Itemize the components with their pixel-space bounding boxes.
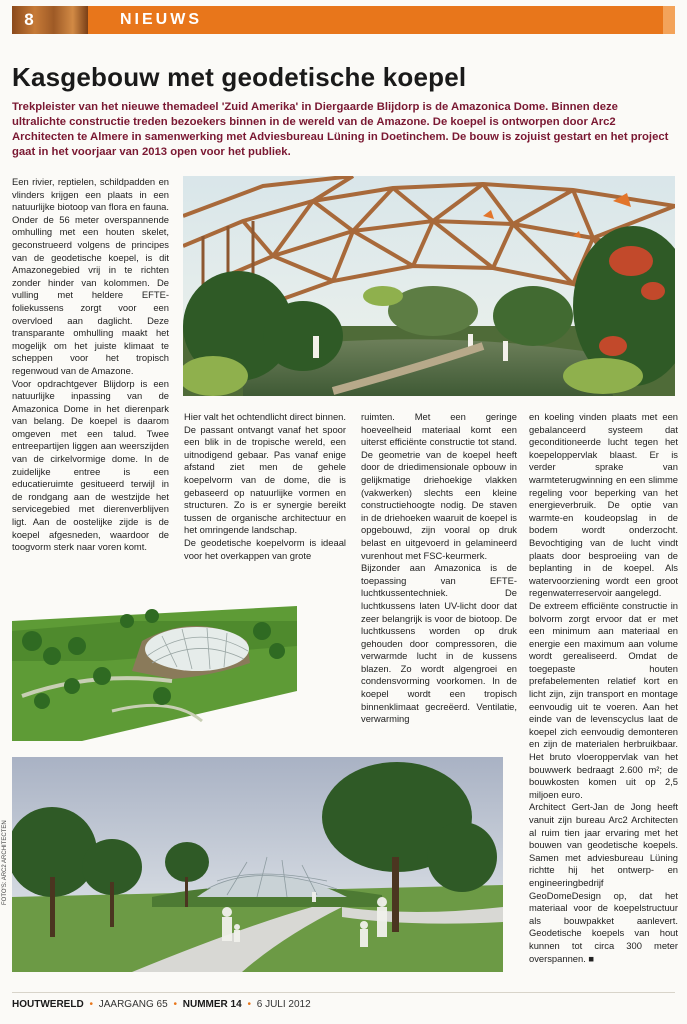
page-header — [12, 6, 675, 34]
issue-date: 6 JULI 2012 — [256, 999, 311, 1010]
volume: JAARGANG 65 — [98, 999, 168, 1010]
section-label: NIEUWS — [120, 11, 202, 28]
paragraph: Architect Gert-Jan de Jong heeft vanuit zijn bureau Arc2 Architecten al ruim tien jaar ervaring met het bouwen van geodetische koepels. Samen met adviesbureau Lüning richtte hij het ontwerp- en engineeringbedrijf GeoDomeDesign op, dat het materiaal voor de koepelstructuur als bouwpakket aanlevert. Geodetische koepels van hout kunnen tot circa 300 meter overspannen. ■ — [529, 801, 678, 964]
dome-exterior-rendering — [12, 757, 503, 972]
paragraph: en koeling vinden plaats met een gebalanceerd systeem dat geconditioneerde lucht tegen het koepeloppervlak blaast. Er is verder sprake van warmteterugwinning en een slimme regeling voor beperking van het energieverbruik. De optie van warmte-en koudeopslag in de bodem wordt onderzocht. Bevochtiging van de lucht vindt plaats door besproeiing van de beplanting in de koepel. Als watervoorziening wordt een groot regenwaterreservoir aangelegd. — [529, 411, 678, 599]
paragraph: Een rivier, reptielen, schildpadden en vlinders krijgen een plaats in een natuurlijke biotoop van flora en fauna. Onder de 56 meter overspannende omhulling met een houten skelet, geconstrueerd volgens de principes van de geodetische koepel, is dit Amazonegebied vrij in te richten zonder hinder van kolommen. De vulling met heldere EFTE-foliekussens zorgt voor een overvloed aan daglicht. Deze transparante omhulling maakt het mogelijk om het juiste klimaat te scheppen voor het tropisch regenwoud van de Amazone. — [12, 176, 169, 376]
header-end-block — [663, 6, 675, 34]
article-title: Kasgebouw met geodetische koepel — [12, 62, 467, 92]
paragraph: Voor opdrachtgever Blijdorp is een natuurlijke inpassing van de Amazonica Dome in het dierenpark van belang. De koepel is daarom omgeven met een talud. Twee entreepartijen liggen aan weerszijden van de cirkelvormige dome. In de zuidelijke entree is een educatieruimte gesitueerd terwijl in de rondgang aan de westzijde het servicegebied met dierenverblijven ligt. Aan de oostelijke zijde is de koepel afgesneden, waardoor de toogvorm sterk naar voren komt. — [12, 377, 169, 553]
page-footer — [12, 992, 675, 1016]
dome-aerial-illustration — [12, 601, 297, 741]
page-number: 8 — [24, 10, 34, 29]
text-column-2 — [184, 411, 346, 601]
dome-aerial-rendering — [12, 601, 297, 741]
paragraph: De extreem efficiënte constructie in bolvorm zorgt ervoor dat er met een minimum aan materiaal en energie een maximum aan volume wordt gerealiseerd. Omdat de toegepaste houten prefabelementen relatief kort en licht zijn, zijn transport en montage eenvoudig uit te voeren. Aan het einde van de levenscyclus laat de koepel zich eenvoudig demonteren en zijn de materialen herbruikbaar. Het bruto vloeroppervlak van het bouwwerk bedraagt 2.600 m²; de bouwkosten komen uit op 2,5 miljoen euro. — [529, 599, 678, 800]
paragraph: De geodetische koepelvorm is ideaal voor het overkappen van grote — [184, 536, 346, 561]
magazine-name: HOUTWERELD — [12, 999, 84, 1010]
footer-separator: • — [247, 999, 251, 1010]
issue-number: NUMMER 14 — [182, 999, 242, 1010]
text-column-3 — [361, 411, 517, 756]
paragraph: Bijzonder aan Amazonica is de toepassing van EFTE-luchtkussentechniek. De luchtkussens laten UV-licht door dat zeer belangrijk is voor de biotoop. De luchtkussens worden op druk gehouden door compressoren, die verwarmde lucht in de kussens blazen. Zo wordt algengroei en condensvorming voorkomen. In de koepel wordt een tropisch binnenklimaat gecreëerd. Ventilatie, verwarming — [361, 562, 517, 725]
paragraph: ruimten. Met een geringe hoeveelheid materiaal komt een uiterst efficiënte constructie tot stand. De geometrie van de koepel heeft door de driedimensionale opbouw in gelijkmatige driehoekige vlakken (vakwerken) slechts een kleine constructiehoogte nodig. De staven in de driehoeken waaruit de koepel is opgebouwd, zijn vooral op druk belast en uitgevoerd in gelamineerd vurenhout met FSC-keurmerk. — [361, 411, 517, 561]
footer-separator: • — [173, 999, 177, 1010]
text-column-1 — [12, 176, 169, 596]
article-intro: Trekpleister van het nieuwe themadeel 'Zuid Amerika' in Diergaarde Blijdorp is de Amazonica Dome. Binnen deze ultralichte constructie treden bezoekers binnen in de wereld van de Amazone. De koepel is ontworpen door Arc2 Architecten te Almere in samenwerking met Adviesbureau Lüning in Doetinchem. De bouw is zojuist gestart en het project gaat in het voorjaar van 2013 open voor het publiek. — [12, 101, 669, 158]
paragraph: Hier valt het ochtendlicht direct binnen. De passant ontvangt vanaf het spoor een blik in de tropische wereld, een uitnodigend gebaar. Pas vanaf enige afstand ziet men de gehele koepelvorm van de dome, die is gebaseerd op natuurlijke vormen en structuren. Zo is er synergie bereikt tussen de organische architectuur en het omringende landschap. — [184, 411, 346, 536]
dome-interior-illustration — [183, 176, 675, 396]
photo-credit: FOTO'S: ARC2 ARCHITECTEN — [2, 820, 8, 905]
dome-interior-photo — [183, 176, 675, 396]
dome-exterior-illustration — [12, 757, 503, 972]
text-column-4 — [529, 411, 678, 981]
footer-separator: • — [89, 999, 93, 1010]
